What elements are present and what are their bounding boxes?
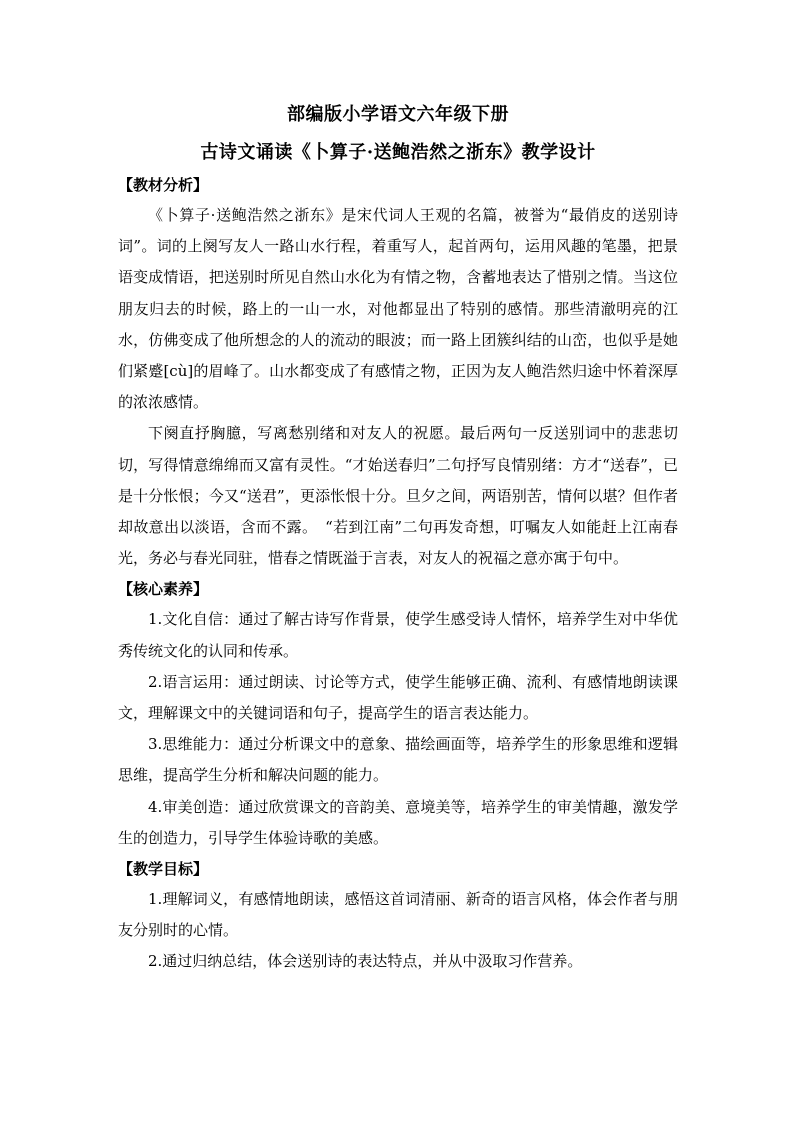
paragraph: 3.思维能力：通过分析课文中的意象、描绘画面等，培养学生的形象思维和逻辑思维，提高学生分析和解决问题的能力。 (118, 735, 678, 785)
paragraph: 《卜算子·送鲍浩然之浙东》是宋代词人王观的名篇，被誉为“最俏皮的送别诗词”。词的上阕写友人一路山水行程，着重写人，起首两句，运用风趣的笔墨，把景语变成情语，把送别时所见自然山水化为有情之物，含蓄地表达了惜别之情。当这位朋友归去的时候，路上的一山一水，对他都显出了特别的感情。那些清澈明亮的江水，仿佛变成了他所想念的人的流动的眼波；而一路上团簇纠结的山峦，也似乎是她们紧蹙[cù]的眉峰了。山水都变成了有感情之物，正因为友人鲍浩然归途中怀着深厚的浓浓感情。 (118, 206, 678, 412)
section-material-analysis (118, 172, 678, 574)
paragraph: 下阕直抒胸臆，写离愁别绪和对友人的祝愿。最后两句一反送别词中的悲悲切切，写得情意绵绵而又富有灵性。“才始送春归”二句抒写良情别绪：方才“送春”，已是十分怅恨；今又“送君”，更添怅恨十分。旦夕之间，两语别苦，情何以堪？但作者却故意出以淡语，含而不露。 “若到江南”二句再发奇想，叮嘱友人如能赶上江南春光，务必与春光同驻，惜春之情既溢于言表，对友人的祝福之意亦寓于句中。 (118, 424, 678, 568)
document-title: 部编版小学语文六年级下册 (287, 104, 509, 125)
document-subtitle: 古诗文诵读《卜算子·送鲍浩然之浙东》教学设计 (200, 142, 596, 163)
section-core-literacy (118, 576, 678, 854)
paragraph: 1.理解词义，有感情地朗读，感悟这首词清丽、新奇的语言风格，体会作者与朋友分别时的心情。 (118, 890, 678, 940)
section-heading: 【核心素养】 (118, 580, 209, 599)
section-heading: 【教材分析】 (118, 176, 209, 194)
section-heading: 【教学目标】 (118, 860, 209, 879)
paragraph: 1.文化自信：通过了解古诗写作背景，使学生感受诗人情怀，培养学生对中华优秀传统文化的认同和传承。 (118, 610, 678, 660)
paragraph: 2.通过归纳总结，体会送别诗的表达特点，并从中汲取习作营养。 (148, 952, 583, 971)
document-body (118, 98, 678, 978)
paragraph: 2.语言运用：通过朗读、讨论等方式，使学生能够正确、流利、有感情地朗读课文，理解课文中的关键词语和句子，提高学生的语言表达能力。 (118, 672, 678, 723)
section-teaching-objectives (118, 856, 678, 978)
paragraph: 4.审美创造：通过欣赏课文的音韵美、意境美等，培养学生的审美情趣，激发学生的创造力，引导学生体验诗歌的美感。 (118, 797, 678, 847)
